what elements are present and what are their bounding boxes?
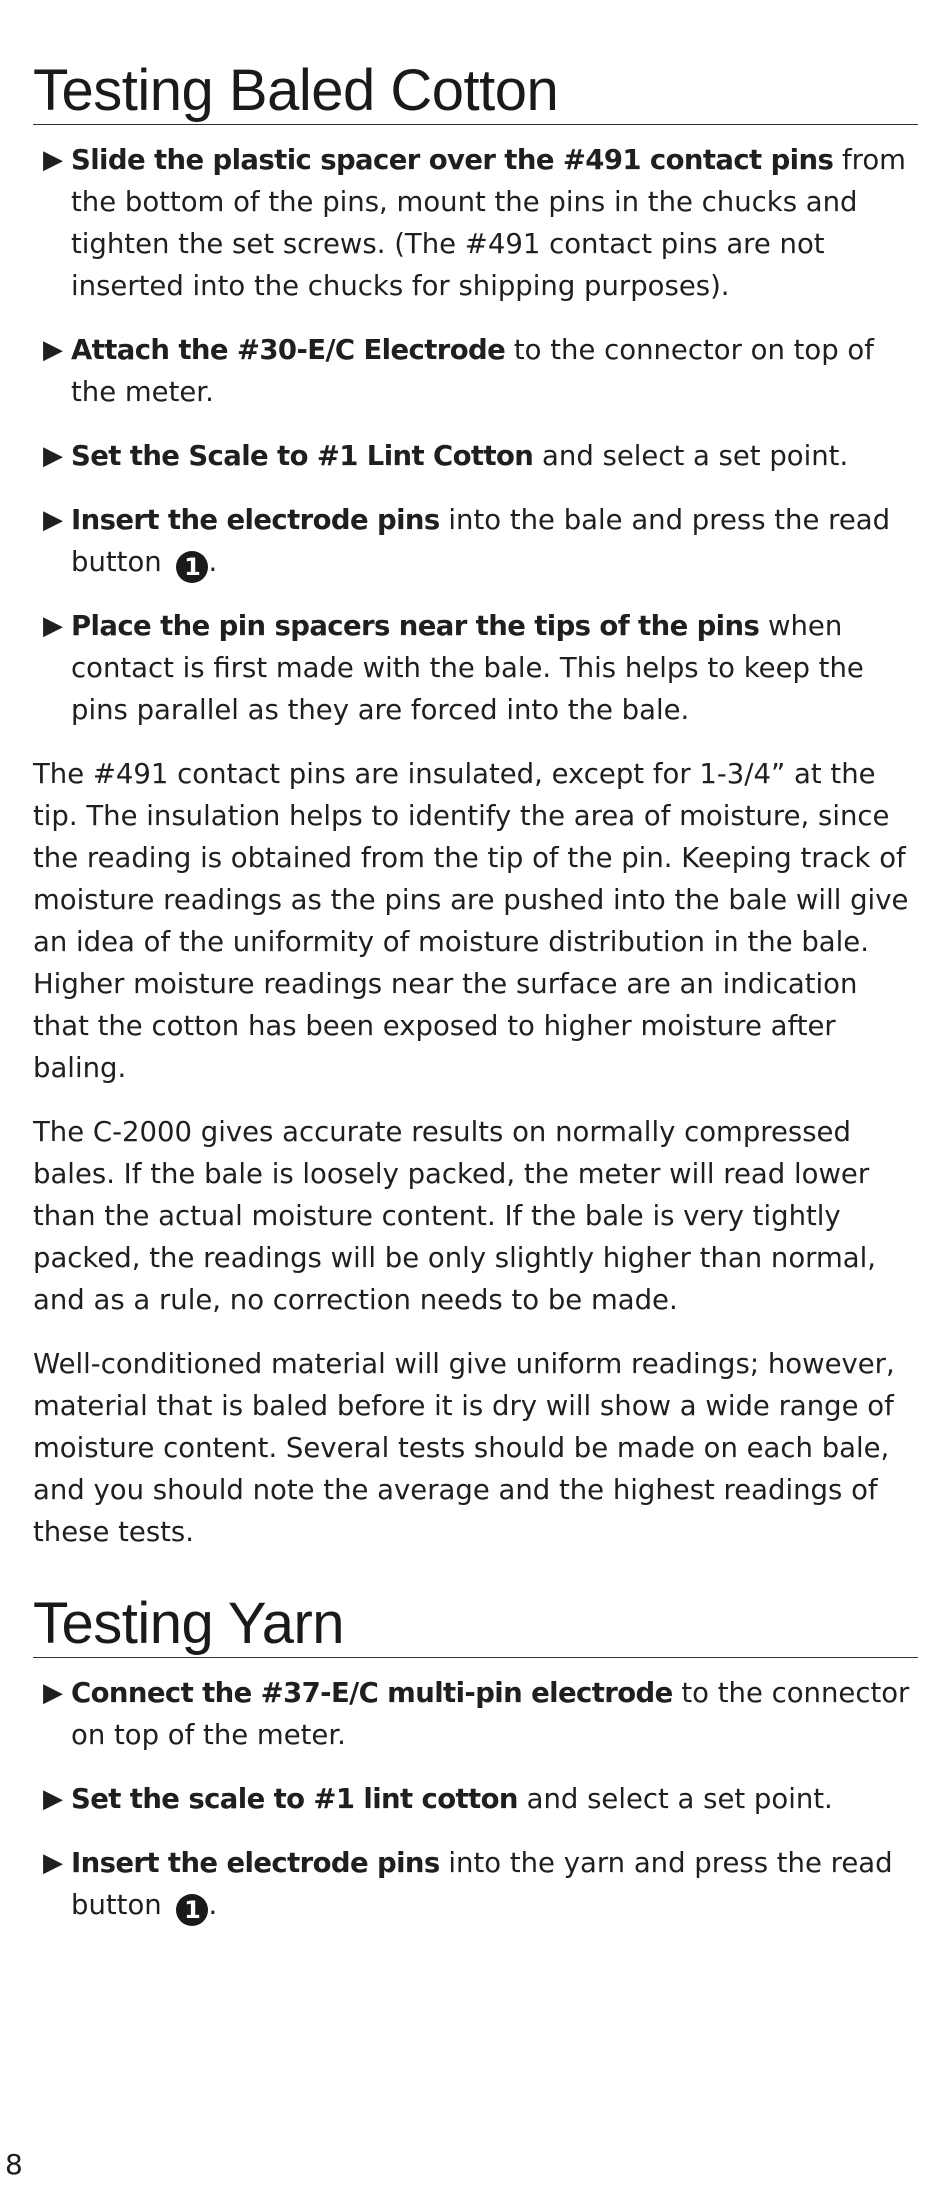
page-content [33, 58, 918, 1948]
step-lead: Attach the #30-E/C Electrode [71, 334, 506, 366]
section-title: Testing Yarn [33, 1595, 918, 1658]
arrow-bullet-icon: ▶ [43, 1784, 63, 1814]
step-lead: Connect the #37-E/C multi-pin electrode [71, 1677, 673, 1709]
arrow-bullet-icon: ▶ [43, 441, 63, 471]
arrow-bullet-icon: ▶ [43, 1848, 63, 1878]
list-item [33, 499, 918, 583]
step-text: into the bale and press the read button [71, 504, 891, 578]
step-text: to the connector on top of the meter. [71, 334, 874, 408]
step-lead: Insert the electrode pins [71, 504, 440, 536]
body-paragraph: The C-2000 gives accurate results on normally compressed bales. If the bale is loosely packed, the meter will read lower than the actual moisture content. If the bale is very tightly packed, the readings will be only slightly higher than normal, and as a rule, no correction needs to be made. [33, 1116, 876, 1316]
list-item [33, 329, 918, 413]
list-item [33, 139, 918, 307]
arrow-bullet-icon: ▶ [43, 145, 63, 175]
step-lead: Set the scale to #1 lint cotton [71, 1783, 518, 1815]
page-number: 8 [5, 2148, 23, 2181]
step-text: and select a set point. [533, 440, 849, 472]
arrow-bullet-icon: ▶ [43, 505, 63, 535]
step-lead: Insert the electrode pins [71, 1847, 440, 1879]
list-item [33, 1778, 918, 1820]
step-list [33, 1672, 918, 1926]
section-testing-baled-cotton [33, 58, 918, 1553]
step-list [33, 139, 918, 731]
body-paragraph: Well-conditioned material will give uniform readings; however, material that is baled before it is dry will show a wide range of moisture content. Several tests should be made on each bale, and you should note the average and the highest readings of these tests. [33, 1348, 895, 1548]
step-text: when contact is first made with the bale. This helps to keep the pins parallel as they are forced into the bale. [71, 610, 864, 726]
list-item [33, 1672, 918, 1756]
step-text: to the connector on top of the meter. [71, 1677, 910, 1751]
step-lead: Set the Scale to #1 Lint Cotton [71, 440, 534, 472]
arrow-bullet-icon: ▶ [43, 335, 63, 365]
list-item [33, 1842, 918, 1926]
list-item [33, 435, 918, 477]
step-text: from the bottom of the pins, mount the pins in the chucks and tighten the set screws. (The #491 contact pins are not inserted into the chucks for shipping purposes). [71, 144, 906, 302]
section-title: Testing Baled Cotton [33, 62, 918, 125]
body-paragraph: The #491 contact pins are insulated, except for 1-3/4” at the tip. The insulation helps to identify the area of moisture, since the reading is obtained from the tip of the pin. Keeping track of moisture readings as the pins are pushed into the bale will give an idea of the uniformity of moisture distribution in the bale. Higher moisture readings near the surface are an indication that the cotton has been exposed to higher moisture after baling. [33, 758, 909, 1084]
step-tail: . [208, 546, 218, 578]
list-item [33, 605, 918, 731]
step-tail: . [208, 1889, 218, 1921]
step-text: and select a set point. [517, 1783, 833, 1815]
step-lead: Place the pin spacers near the tips of the pins [71, 610, 760, 642]
step-text: into the yarn and press the read button [71, 1847, 893, 1921]
arrow-bullet-icon: ▶ [43, 611, 63, 641]
arrow-bullet-icon: ▶ [43, 1678, 63, 1708]
read-button-number-badge: 1 [176, 1894, 208, 1926]
section-testing-yarn [33, 1591, 918, 1926]
step-lead: Slide the plastic spacer over the #491 contact pins [71, 144, 834, 176]
read-button-number-badge: 1 [176, 551, 208, 583]
